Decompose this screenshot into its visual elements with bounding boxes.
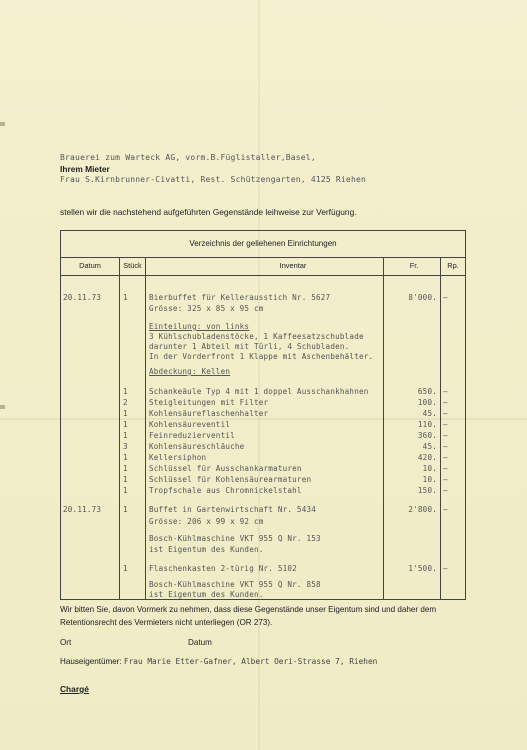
cell-inventar: Feinreduzierventil <box>149 431 235 440</box>
cell-rp: — <box>443 505 448 514</box>
cell-inventar: ist Eigentum des Kunden. <box>149 545 264 554</box>
cell-rp: — <box>443 486 448 495</box>
cell-inventar: Grösse: 325 x 85 x 95 cm <box>149 304 264 313</box>
cell-inventar: Einteilung: von links <box>149 322 250 331</box>
cell-stueck: 1 <box>123 409 128 418</box>
cell-stueck: 1 <box>123 464 128 473</box>
inventory-table <box>60 230 466 600</box>
cell-stueck: 1 <box>123 420 128 429</box>
cell-stueck: 1 <box>123 505 128 514</box>
owner-value: Frau Marie Etter-Gafner, Albert Oeri-Strasse 7, Riehen <box>123 657 378 666</box>
header-divider <box>61 275 465 276</box>
cell-fr: 45. <box>422 442 437 451</box>
mieter-label: Ihrem Mieter <box>60 164 110 174</box>
cell-stueck: 1 <box>123 431 128 440</box>
datum-label: Datum <box>188 638 212 647</box>
cell-inventar: Schankeäule Typ 4 mit 1 doppel Ausschankhahnen <box>149 387 369 396</box>
header-rp: Rp. <box>447 261 459 270</box>
column-divider <box>440 257 441 599</box>
cell-inventar: 3 Kühlschubladenstöcke, 1 Kaffeesatzschublade <box>149 332 364 341</box>
header-datum: Datum <box>61 257 119 276</box>
cell-fr: 150. <box>417 486 437 495</box>
cell-rp: — <box>443 464 448 473</box>
cell-rp: — <box>443 475 448 484</box>
tenant-line: Frau S.Kirnbrunner-Civatti, Rest. Schützengarten, 4125 Riehen <box>60 175 367 184</box>
cell-rp: — <box>443 453 448 462</box>
cell-fr: 360. <box>417 431 437 440</box>
owner-row <box>60 657 377 666</box>
cell-rp: — <box>443 564 448 573</box>
cell-inventar: Bierbuffet für Kellerausstich Nr. 5627 <box>149 293 331 302</box>
cell-stueck: 3 <box>123 442 128 451</box>
charge-label: Chargé <box>60 684 89 694</box>
cell-inventar: ist Eigentum des Kunden. <box>149 590 264 599</box>
cell-fr: 1'500. <box>408 564 437 573</box>
cell-inventar: Steigleitungen mit Filter <box>149 398 269 407</box>
retention-note: Wir bitten Sie, davon Vormerk zu nehmen, dass diese Gegenstände unser Eigentum sind und daher dem Retentionsrecht des Vermieters nicht unterliegen (OR 273). <box>60 605 437 627</box>
cell-inventar: Kohlensäureventil <box>149 420 231 429</box>
cell-datum: 20.11.73 <box>63 293 102 302</box>
column-divider <box>119 257 120 599</box>
cell-rp: — <box>443 293 448 302</box>
cell-fr: 110. <box>417 420 437 429</box>
cell-fr: 100. <box>417 398 437 407</box>
cell-stueck: 2 <box>123 398 128 407</box>
cell-fr: 2'800. <box>408 505 437 514</box>
cell-fr: 10. <box>422 475 437 484</box>
cell-fr: 10. <box>422 464 437 473</box>
cell-inventar: Grösse: 206 x 99 x 92 cm <box>149 517 264 526</box>
cell-rp: — <box>443 431 448 440</box>
landlord-line: Brauerei zum Warteck AG, vorm.B.Füglistaller,Basel, <box>60 153 316 162</box>
intro-text: stellen wir die nachstehend aufgeführten Gegenstände leihweise zur Verfügung. <box>60 207 357 217</box>
cell-fr: 420. <box>417 453 437 462</box>
cell-stueck: 1 <box>123 475 128 484</box>
cell-inventar: Tropfschale aus Chromnickelstahl <box>149 486 302 495</box>
cell-fr: 8'000. <box>408 293 437 302</box>
cell-inventar: Kohlensäureschläuche <box>149 442 245 451</box>
cell-fr: 650. <box>417 387 437 396</box>
ort-label: Ort <box>60 638 72 647</box>
cell-inventar: Flaschenkasten 2-türig Nr. 5102 <box>149 564 297 573</box>
cell-inventar: Bosch-Kühlmaschine VKT 955 Q Nr. 858 <box>149 580 321 589</box>
cell-inventar: Kellersiphon <box>149 453 207 462</box>
cell-inventar: Bosch-Kühlmaschine VKT 955 Q Nr. 153 <box>149 534 321 543</box>
cell-inventar: Schlüssel für Ausschankarmaturen <box>149 464 302 473</box>
cell-rp: — <box>443 387 448 396</box>
cell-inventar: In der Vorderfront 1 Klappe mit Aschenbehälter. <box>149 352 374 361</box>
cell-rp: — <box>443 442 448 451</box>
cell-datum: 20.11.73 <box>63 505 102 514</box>
cell-inventar: darunter 1 Abteil mit Türli, 4 Schubladen. <box>149 342 350 351</box>
table-title: Verzeichnis der geliehenen Einrichtungen <box>61 231 465 258</box>
cell-rp: — <box>443 398 448 407</box>
owner-label: Hauseigentümer: <box>60 657 122 666</box>
header-stueck: Stück <box>120 257 145 276</box>
cell-rp: — <box>443 420 448 429</box>
cell-inventar: Kohlensäureflaschenhalter <box>149 409 269 418</box>
cell-stueck: 1 <box>123 564 128 573</box>
cell-stueck: 1 <box>123 293 128 302</box>
cell-stueck: 1 <box>123 486 128 495</box>
cell-rp: — <box>443 409 448 418</box>
column-divider <box>145 257 146 599</box>
cell-stueck: 1 <box>123 387 128 396</box>
header-fr: Fr. <box>409 261 419 270</box>
cell-inventar: Buffet in Gartenwirtschaft Nr. 5434 <box>149 505 317 514</box>
punch-mark <box>0 122 5 126</box>
cell-fr: 45. <box>422 409 437 418</box>
punch-mark <box>0 405 5 409</box>
cell-inventar: Abdeckung: Kellen <box>149 367 231 376</box>
header-inventar: Inventar <box>146 257 440 276</box>
cell-inventar: Schlüssel für Kohlensäurearmaturen <box>149 475 312 484</box>
cell-stueck: 1 <box>123 453 128 462</box>
